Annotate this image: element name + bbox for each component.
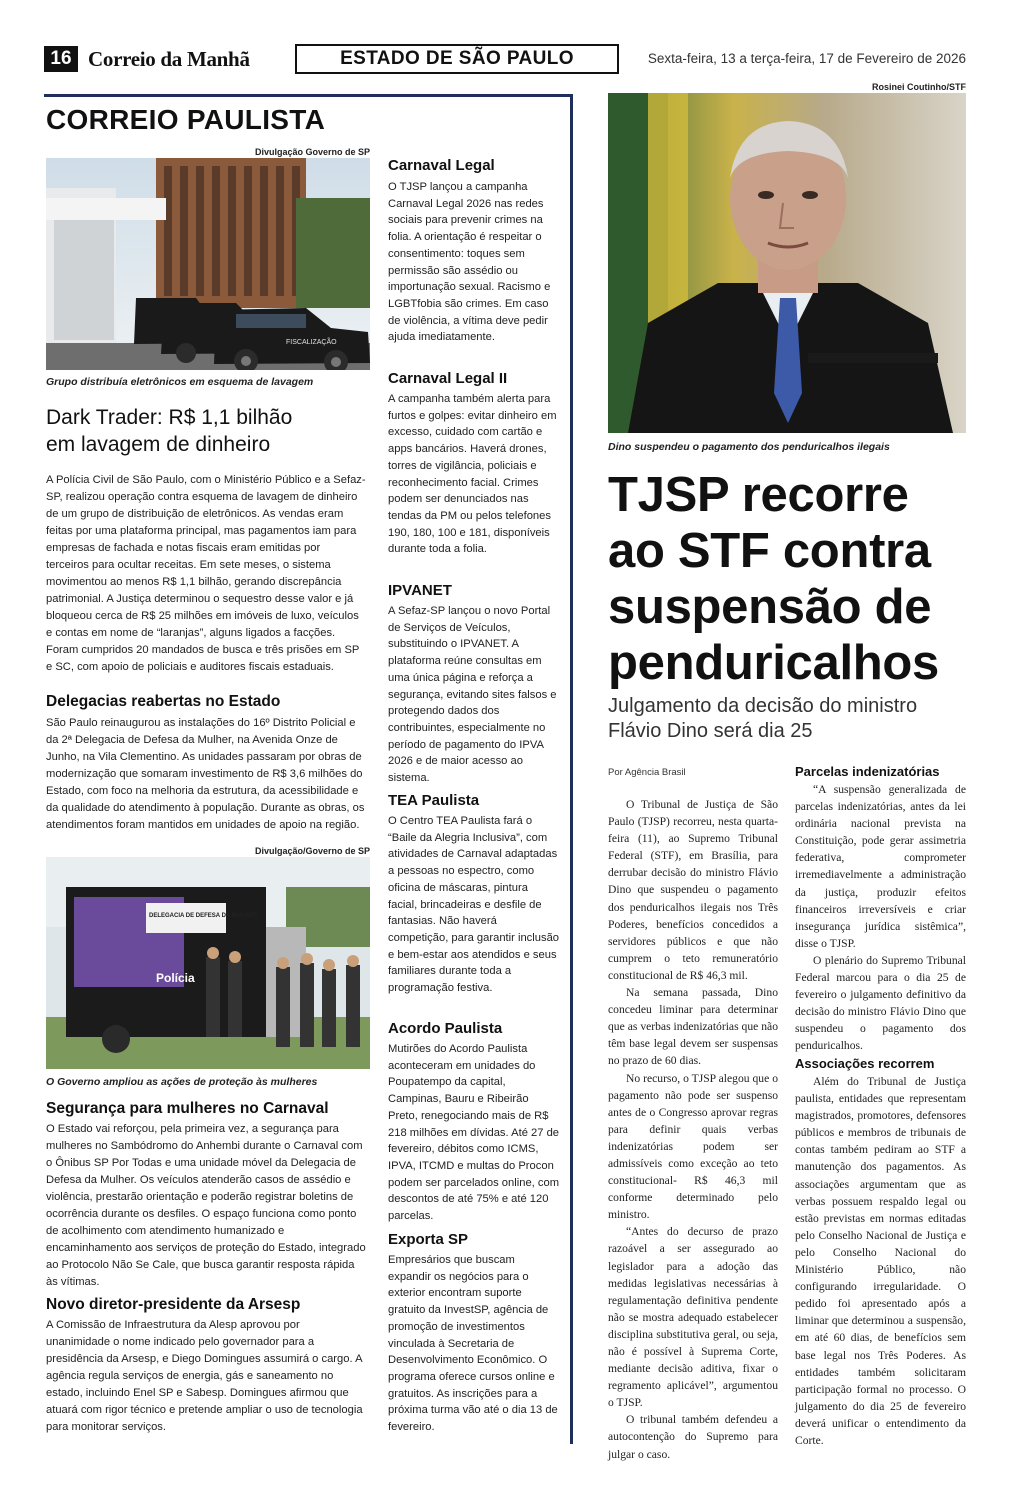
article-title-arsesp: Novo diretor-presidente da Arsesp (46, 1296, 301, 1313)
photo-flavio-dino[interactable] (608, 93, 966, 433)
photo-credit: Divulgação/Governo de SP (254, 846, 370, 856)
photo-police-operation-art (46, 158, 370, 370)
van-label-text: Polícia (156, 971, 195, 985)
note-title: Acordo Paulista (388, 1020, 503, 1037)
page-number: 16 (44, 46, 78, 72)
note-body: O TJSP lançou a campanha Carnaval Legal 2026 nas redes sociais para prevenir crimes na folia. A orientação é respeitar o consentimento: toques sem permissão são assédio ou importunação sexual. Racismo e LGBTfobia são crimes. Em caso de violência, a vítima deve pedir ajuda imediatamente. (388, 181, 551, 344)
paragraph: Na semana passada, Dino concedeu liminar para determinar que as verbas indenizatórias que não têm base legal devem ser suspensas no prazo de 60 dias. (608, 986, 778, 1068)
photo-caption: O Governo ampliou as ações de proteção às mulheres (46, 1076, 318, 1088)
note-body: Empresários que buscam expandir os negócios para o exterior encontram suporte gratuito da InvestSP, agência de promoção de investimentos vinculada à Secretaria de Desenvolvimento Econômico. O programa oferece cursos online e gratuitos. As inscrições para a próxima turma vão até o dia 13 de fevereiro. (388, 1254, 558, 1434)
photo-credit: Rosinei Coutinho/STF (872, 82, 966, 92)
note-body: O Centro TEA Paulista fará o “Baile da Alegria Inclusiva”, com atividades de Carnaval adaptadas a pessoas no espectro, como oficina de máscaras, pintura facial, brincadeiras e desfile de fantasias. Não haverá competição, para garantir inclusão e bem-estar aos atendidos e seus familiares durante toda a programação festiva. (388, 815, 560, 995)
main-headline: TJSP recorre ao STF contra suspensão de penduricalhos (608, 468, 939, 690)
note-title: Carnaval Legal (388, 157, 495, 174)
section-label: ESTADO DE SÃO PAULO (295, 44, 619, 74)
van-banner-text: DELEGACIA DE DEFESA DA MULHER (149, 913, 258, 919)
paragraph: O tribunal também defendeu a autocontenção do Supremo para julgar o caso. (608, 1413, 778, 1461)
page-header (44, 44, 966, 74)
note-body: Mutirões do Acordo Paulista aconteceram em unidades do Poupatempo da capital, Campinas, Bauru e Ribeirão Preto, renegociando mais de R$ 218 milhões em dívidas. Até 27 de fevereiro, débitos como ICMS, IPVA, ITCMD e multas do Procon podem ser parcelados online, com descontos de até 75% e até 120 parcelas. (388, 1043, 560, 1223)
paragraph: Além do Tribunal de Justiça paulista, entidades que representam magistrados, promotores, defensores públicos e membros de tribunais de contas também pediram ao STF a manutenção dos pagamentos. As associações argumentam que as verbas possuem respaldo legal ou estão previstas em normas editadas pelo Conselho Nacional de Justiça e pelo Conselho Nacional do Ministério Público, não configurando irregularidade. O pedido foi apresentado após a liminar que determinou a suspensão, em até 60 dias, de benefícios sem base legal nos Três Poderes. As entidades também solicitaram participação formal no processo. O julgamento do dia 25 de fevereiro deverá unificar o entendimento da Corte. (795, 1075, 966, 1447)
main-subheadline: Julgamento da decisão do ministro Flávio Dino será dia 25 (608, 695, 918, 742)
main-story-column-2a (795, 781, 966, 1055)
article-headline (46, 404, 376, 458)
article-body-seguranca: O Estado vai reforçou, pela primeira vez, a segurança para mulheres no Sambódromo do Anhembi durante o Carnaval com o Ônibus SP Por Todas e uma unidade móvel da Delegacia de Defesa da Mulher. Os veículos atenderão casos de assédio e violência, prestarão orientação e poderão registrar boletins de ocorrência durante os desfiles. O espaço funciona como ponto de acolhimento com atendimento humanizado e encaminhamento aos serviços de proteção do Estado, integrado ao Protocolo Não Se Cale, que busca garantir resposta rápida às vítimas. (46, 1123, 366, 1288)
photo-police-van-art (46, 857, 370, 1069)
main-story-column-2b (795, 1073, 966, 1449)
column-frame-top (44, 94, 571, 97)
column-frame-right (570, 94, 573, 1444)
column-kicker: CORREIO PAULISTA (46, 104, 326, 135)
paragraph: O plenário do Supremo Tribunal Federal marcou para o dia 25 de fevereiro o julgamento definitivo da decisão do ministro Flávio Dino que suspendeu o pagamento dos penduricalhos. (795, 953, 966, 1053)
paragraph: No recurso, o TJSP alegou que o pagamento não pode ser suspenso antes de o Congresso aprovar regras para definir quais verbas indenizatórias podem ser admissíveis como exceção ao teto constitucional- R$ 46,3 mil conforme determinado pelo ministro. (608, 1071, 778, 1222)
photo-police-van[interactable] (46, 857, 370, 1069)
paragraph: O Tribunal de Justiça de São Paulo (TJSP) recorreu, nesta quarta-feira (11), ao Supremo Tribunal Federal (STF), em Brasília, para derrubar decisão do ministro Flávio Dino que suspendeu o pagamento dos penduricalhos ilegais nos Três Poderes, benefícios concedidos a servidores públicos e que não cumprem o teto remuneratório constitucional de R$ 46,3 mil. (608, 798, 778, 982)
article-body-arsesp: A Comissão de Infraestrutura da Alesp aprovou por unanimidade o nome indicado pelo governador para a presidência da Arsesp, e Diego Domingues assumirá o cargo. A agência regula serviços de energia, gás e saneamento no estado, incluindo Enel SP e Sabesp. Domingues afirmou que atuará com rigor técnico e pretende ampliar o uso de tecnologia para monitorar serviços. (46, 1319, 363, 1433)
article-body-delegacias: São Paulo reinaugurou as instalações do 16º Distrito Policial e da 2ª Delegacia de Defesa da Mulher, na Avenida Onze de Junho, na Vila Clementino. As unidades passaram por obras de modernização que somaram investimento de R$ 3,6 milhões do Estado, com foco na melhoria da estrutura, da acessibilidade e da qualidade do atendimento à população. Durante as obras, os atendimentos foram mantidos em unidades de apoio na região. (46, 717, 365, 831)
headline-line-2: em lavagem de dinheiro (46, 433, 271, 456)
photo-flavio-dino-art (608, 93, 966, 433)
subhead-parcelas: Parcelas indenizatórias (795, 764, 940, 779)
paragraph: “Antes do decurso de prazo razoável a ser assegurado ao legislador para a adoção das medidas legislativas necessárias à regulamentação definitiva pendente não se mostra adequado estabelecer disciplina substitutiva geral, ou seja, não é possível à Suprema Corte, mediante decisão aditiva, fixar o regramento aplicável”, argumentou o TJSP. (608, 1225, 778, 1410)
byline: Por Agência Brasil (608, 767, 686, 778)
note-body: A Sefaz-SP lançou o novo Portal de Serviços de Veículos, substituindo o IPVANET. A plataforma reúne consultas em uma única página e reforça a segurança, evitando sites falsos e protegendo dados dos contribuintes, especialmente no período de pagamento do IPVA 2026 e de maior acesso ao sistema. (388, 605, 557, 785)
main-story-column-1 (608, 796, 778, 1463)
photo-police-operation[interactable] (46, 158, 370, 370)
note-title: TEA Paulista (388, 792, 480, 809)
paragraph: “A suspensão generalizada de parcelas indenizatórias, antes da lei ordinária nacional prevista na Constituição, pode gerar assimetria federativa, comprometer irremediavelmente a administração da justiça, produzir efeitos financeiros irreversíveis e criar insegurança jurídica sistêmica”, disse o TJSP. (795, 783, 966, 950)
masthead[interactable]: Correio da Manhã (88, 47, 250, 71)
photo-caption: Dino suspendeu o pagamento dos penduricalhos ilegais (608, 441, 890, 453)
note-title: Carnaval Legal II (388, 370, 508, 387)
headline-line-1: Dark Trader: R$ 1,1 bilhão (46, 406, 293, 429)
photo-caption: Grupo distribuía eletrônicos em esquema de lavagem (46, 376, 314, 388)
article-title-delegacias: Delegacias reabertas no Estado (46, 693, 281, 710)
photo-credit: Divulgação Governo de SP (254, 147, 370, 157)
note-body: A campanha também alerta para furtos e golpes: evitar dinheiro em excesso, cuidado com cartão e apps bancários. Haverá drones, torres de vigilância, policiais e reconhecimento facial. Crimes podem ser denunciados nas tendas da PM ou pelos telefones 190, 180, 100 e 181, disponíveis durante toda a folia. (388, 393, 557, 556)
note-title: IPVANET (388, 582, 452, 599)
dateline: Sexta-feira, 13 a terça-feira, 17 de Fevereiro de 2026 (647, 51, 966, 66)
subhead-associacoes: Associações recorrem (795, 1056, 935, 1071)
car-label-text: FISCALIZAÇÃO (286, 339, 337, 346)
article-title-seguranca: Segurança para mulheres no Carnaval (46, 1100, 329, 1117)
note-title: Exporta SP (388, 1231, 469, 1248)
article-body-dark-trader: A Polícia Civil de São Paulo, com o Ministério Público e a Sefaz-SP, realizou operação contra esquema de lavagem de dinheiro de um grupo de distribuição de eletrônicos. As vendas eram feitas por uma plataforma principal, mas pagamentos iam para empresas de fachada e notas fiscais eram emitidas por terceiros para ocultar receitas. Em sete meses, o sistema movimentou ao menos R$ 1,1 bilhão, gerando discrepância patrimonial. A Justiça determinou o sequestro desse valor e já bloqueou cerca de R$ 25 milhões em imóveis de luxo, veículos e contas em nome de “laranjas”, alguns ligados a facções. Foram cumpridos 20 mandados de busca e três prisões em SP e SC, com apoio de policiais e auditores fiscais estaduais. (46, 474, 366, 673)
